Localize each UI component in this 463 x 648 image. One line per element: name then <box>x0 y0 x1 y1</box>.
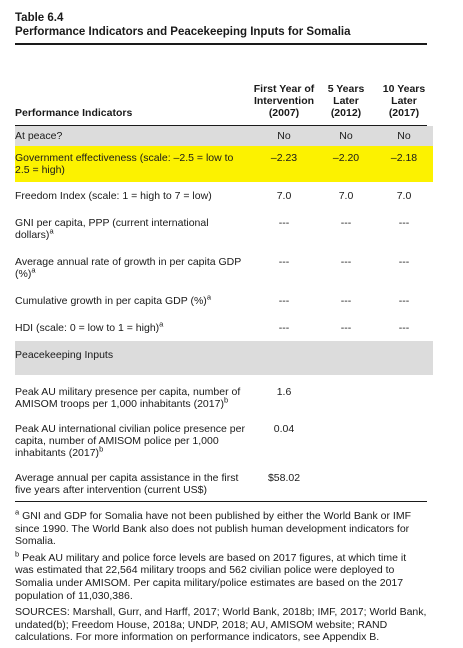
note-b: $^b$ Peak AU military and police force levels are based on 2017 figures, at which time it was estimated that 22,564 military troops and 562 civilian police were deployed to Somalia under AMISOM. Per capita military/police estimates are based on the 2017 population of 11,030,386. <box>15 549 407 602</box>
header-5-years: 5 Years Later (2012) <box>327 83 365 119</box>
input-row: Peak AU military presence per capita, number of AMISOM troops per 1,000 inhabitants $(2017)^b$ 1.6 <box>15 386 292 410</box>
table-container <box>15 12 427 648</box>
sources-note: SOURCES: Marshall, Gurr, and Harff, 2017; World Bank, 2018b; IMF, 2017; World Bank, undated(b); Freedom House, 2018a; UNDP, 2018; AU, AMISOM website; RAND calculations. For more information on performance indicators, see Appendix B. <box>15 606 427 644</box>
table-row: GNI per capita, PPP (current international dollars)$^a$ --- --- --- <box>15 217 410 241</box>
section-heading-row <box>15 341 433 375</box>
table-row-highlighted: Government effectiveness (scale: –2.5 = low to 2.5 = high) –2.23 –2.20 –2.18 <box>15 146 433 182</box>
table-row: Average annual rate of growth in per capita GDP (%)$^a$ --- --- --- <box>15 256 410 280</box>
header-first-year: First Year of Intervention (2007) <box>253 83 315 119</box>
table-row: HDI (scale: 0 = low to 1 = high)$^a$ --- --- --- <box>15 319 410 334</box>
table-notes <box>15 507 427 644</box>
table-title: Performance Indicators and Peacekeeping Inputs for Somalia <box>15 26 351 38</box>
indicators-table <box>15 45 433 125</box>
header-row <box>15 45 433 125</box>
section-heading: Peacekeeping Inputs <box>15 341 433 375</box>
input-row: Peak AU international civilian police presence per capita, number of AMISOM police per 1,000 inhabitants $(2017)^b$ 0.04 <box>15 423 295 459</box>
header-indicators: Performance Indicators <box>15 107 133 119</box>
header-10-years: 10 Years Later (2017) <box>382 83 426 119</box>
table-row: Cumulative growth in per capita GDP (%)$^a$ --- --- --- <box>15 292 410 307</box>
bottom-rule <box>15 501 427 502</box>
table-row: At peace? No No No <box>15 126 433 146</box>
note-a: $^a$ GNI and GDP for Somalia have not been published by either the World Bank or IMF since 1990. The World Bank also does not publish human development indicators for Somalia. <box>15 507 411 548</box>
indicators-body <box>15 126 433 501</box>
input-row: Average annual per capita assistance in the first five years after intervention (current US$) $58.02 <box>15 472 301 496</box>
table-label: Table 6.4 <box>15 12 64 24</box>
table-row: Freedom Index (scale: 1 = high to 7 = low) 7.0 7.0 7.0 <box>15 190 412 202</box>
